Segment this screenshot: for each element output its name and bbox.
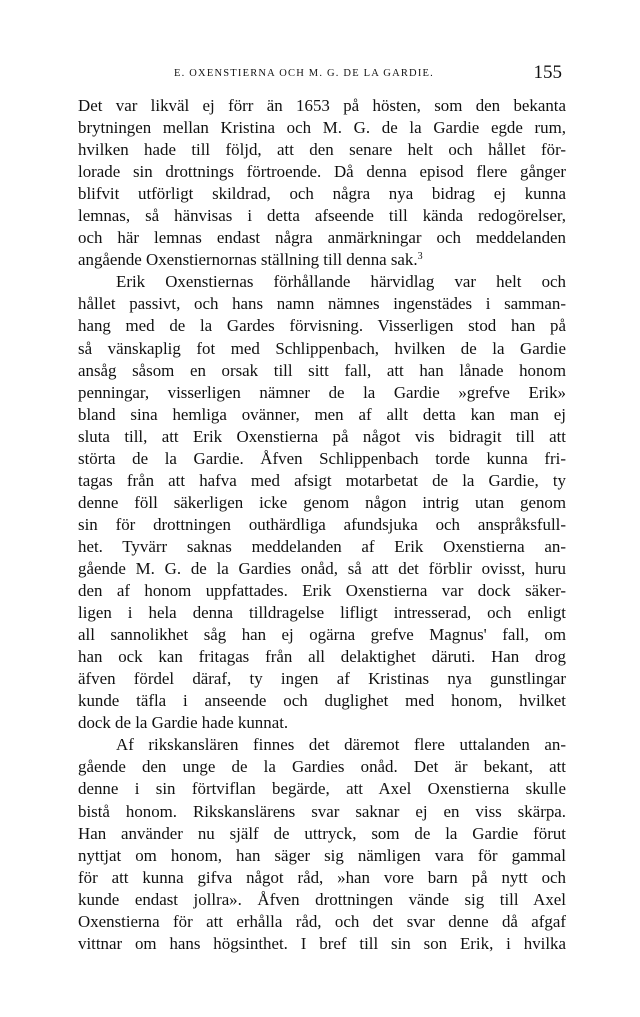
- text-line: Det var likväl ej förr än 1653 på hösten, som den bekanta: [78, 96, 566, 115]
- text-line: gående den unge de la Gardies onåd. Det är bekant, att: [78, 757, 566, 777]
- text-line: sluta till, att Erik Oxenstierna på något vis bidragit till att: [78, 426, 566, 446]
- text-line: han ock kan fritagas från all delaktighet däruti. Han drog: [78, 647, 566, 667]
- text-line: penningar, visserligen nämner de la Gardie »grefve Erik»: [78, 382, 566, 402]
- text-line: denne i sin förtviflan begärde, att Axel Oxenstierna skulle: [78, 779, 566, 799]
- text-line: denne föll säkerligen icke genom någon intrig utan genom: [78, 492, 566, 512]
- running-head-title: E. OXENSTIERNA OCH M. G. DE LA GARDIE.: [174, 68, 434, 79]
- paragraph-start-line: Af rikskanslären finnes det däremot flere uttalanden an-: [116, 735, 566, 755]
- text-line: all sannolikhet såg han ej ogärna grefve Magnus' fall, om: [78, 625, 566, 645]
- text-line: störta de la Gardie. Åfven Schlippenbach torde kunna fri-: [78, 448, 566, 468]
- text-line: blifvit utförligt skildrad, och några nya bidrag ej kunna: [78, 184, 566, 204]
- text-line-with-footnote: [78, 249, 566, 271]
- paragraph-end-line: dock de la Gardie hade kunnat.: [78, 713, 289, 733]
- text-line: lorade sin drottnings förtroende. Då denna episod flere gånger: [78, 162, 566, 182]
- text-line: ansåg såsom en orsak till sitt fall, att han lånade honom: [78, 360, 566, 380]
- page-number: 155: [533, 62, 562, 83]
- text-line: hvilken hade till följd, att den senare helt och hållet för-: [78, 140, 566, 160]
- text-line: sin för drottningen outhärdliga afundsjuka och anspråksfull-: [78, 514, 566, 534]
- text-line: tagas från att hafva med afsigt motarbetat de la Gardie, ty: [78, 470, 566, 490]
- text-line: kunde endast jollra». Åfven drottningen vände sig till Axel: [78, 889, 566, 909]
- text-line: ligen i hela denna tilldragelse lifligt intresserad, och enligt: [78, 603, 566, 623]
- text-line-content: angående Oxenstiernornas ställning till denna sak.: [78, 250, 418, 270]
- text-line: den af honom uppfattades. Erik Oxenstierna var dock säker-: [78, 581, 566, 601]
- text-line: bistå honom. Rikskanslärens svar saknar ej en viss skärpa.: [78, 801, 566, 821]
- text-line: bland sina hemliga ovänner, men af allt detta kan man ej: [78, 404, 566, 424]
- text-line: äfven fördel däraf, ty ingen af Kristinas nya gunstlingar: [78, 669, 566, 689]
- text-line: Oxenstierna för att erhålla råd, och det svar denne då afgaf: [78, 911, 566, 931]
- text-line: nyttjat om honom, han säger sig nämligen vara för gammal: [78, 845, 566, 865]
- text-line: hang med de la Gardes förvisning. Visserligen stod han på: [78, 316, 566, 336]
- paragraph-start-line: Erik Oxenstiernas förhållande härvidlag var helt och: [116, 272, 566, 292]
- text-line: hållet passivt, och hans namn nämnes ingenstädes i samman-: [78, 294, 566, 314]
- text-line: för att kunna gifva något råd, »han vore barn på nytt och: [78, 867, 566, 887]
- text-line: kunde täfla i anseende och duglighet med honom, hvilket: [78, 691, 566, 711]
- text-line: så vänskaplig fot med Schlippenbach, hvilken de la Gardie: [78, 338, 566, 358]
- text-line: gående M. G. de la Gardies onåd, så att det förblir ovisst, huru: [78, 558, 566, 578]
- text-line: Han använder nu själf de uttryck, som de la Gardie förut: [78, 823, 566, 843]
- text-line: vittnar om hans högsinthet. I bref till sin son Erik, i hvilka: [78, 933, 566, 953]
- text-line: brytningen mellan Kristina och M. G. de la Gardie egde rum,: [78, 118, 566, 138]
- text-line: lemnas, så hänvisas i detta afseende till kända redogörelser,: [78, 206, 566, 226]
- footnote-marker: 3: [417, 251, 423, 263]
- body-text: [78, 95, 566, 955]
- text-line: het. Tyvärr saknas meddelanden af Erik Oxenstierna an-: [78, 536, 566, 556]
- running-head: [78, 62, 566, 88]
- text-line: och här lemnas endast några anmärkningar och meddelanden: [78, 228, 566, 248]
